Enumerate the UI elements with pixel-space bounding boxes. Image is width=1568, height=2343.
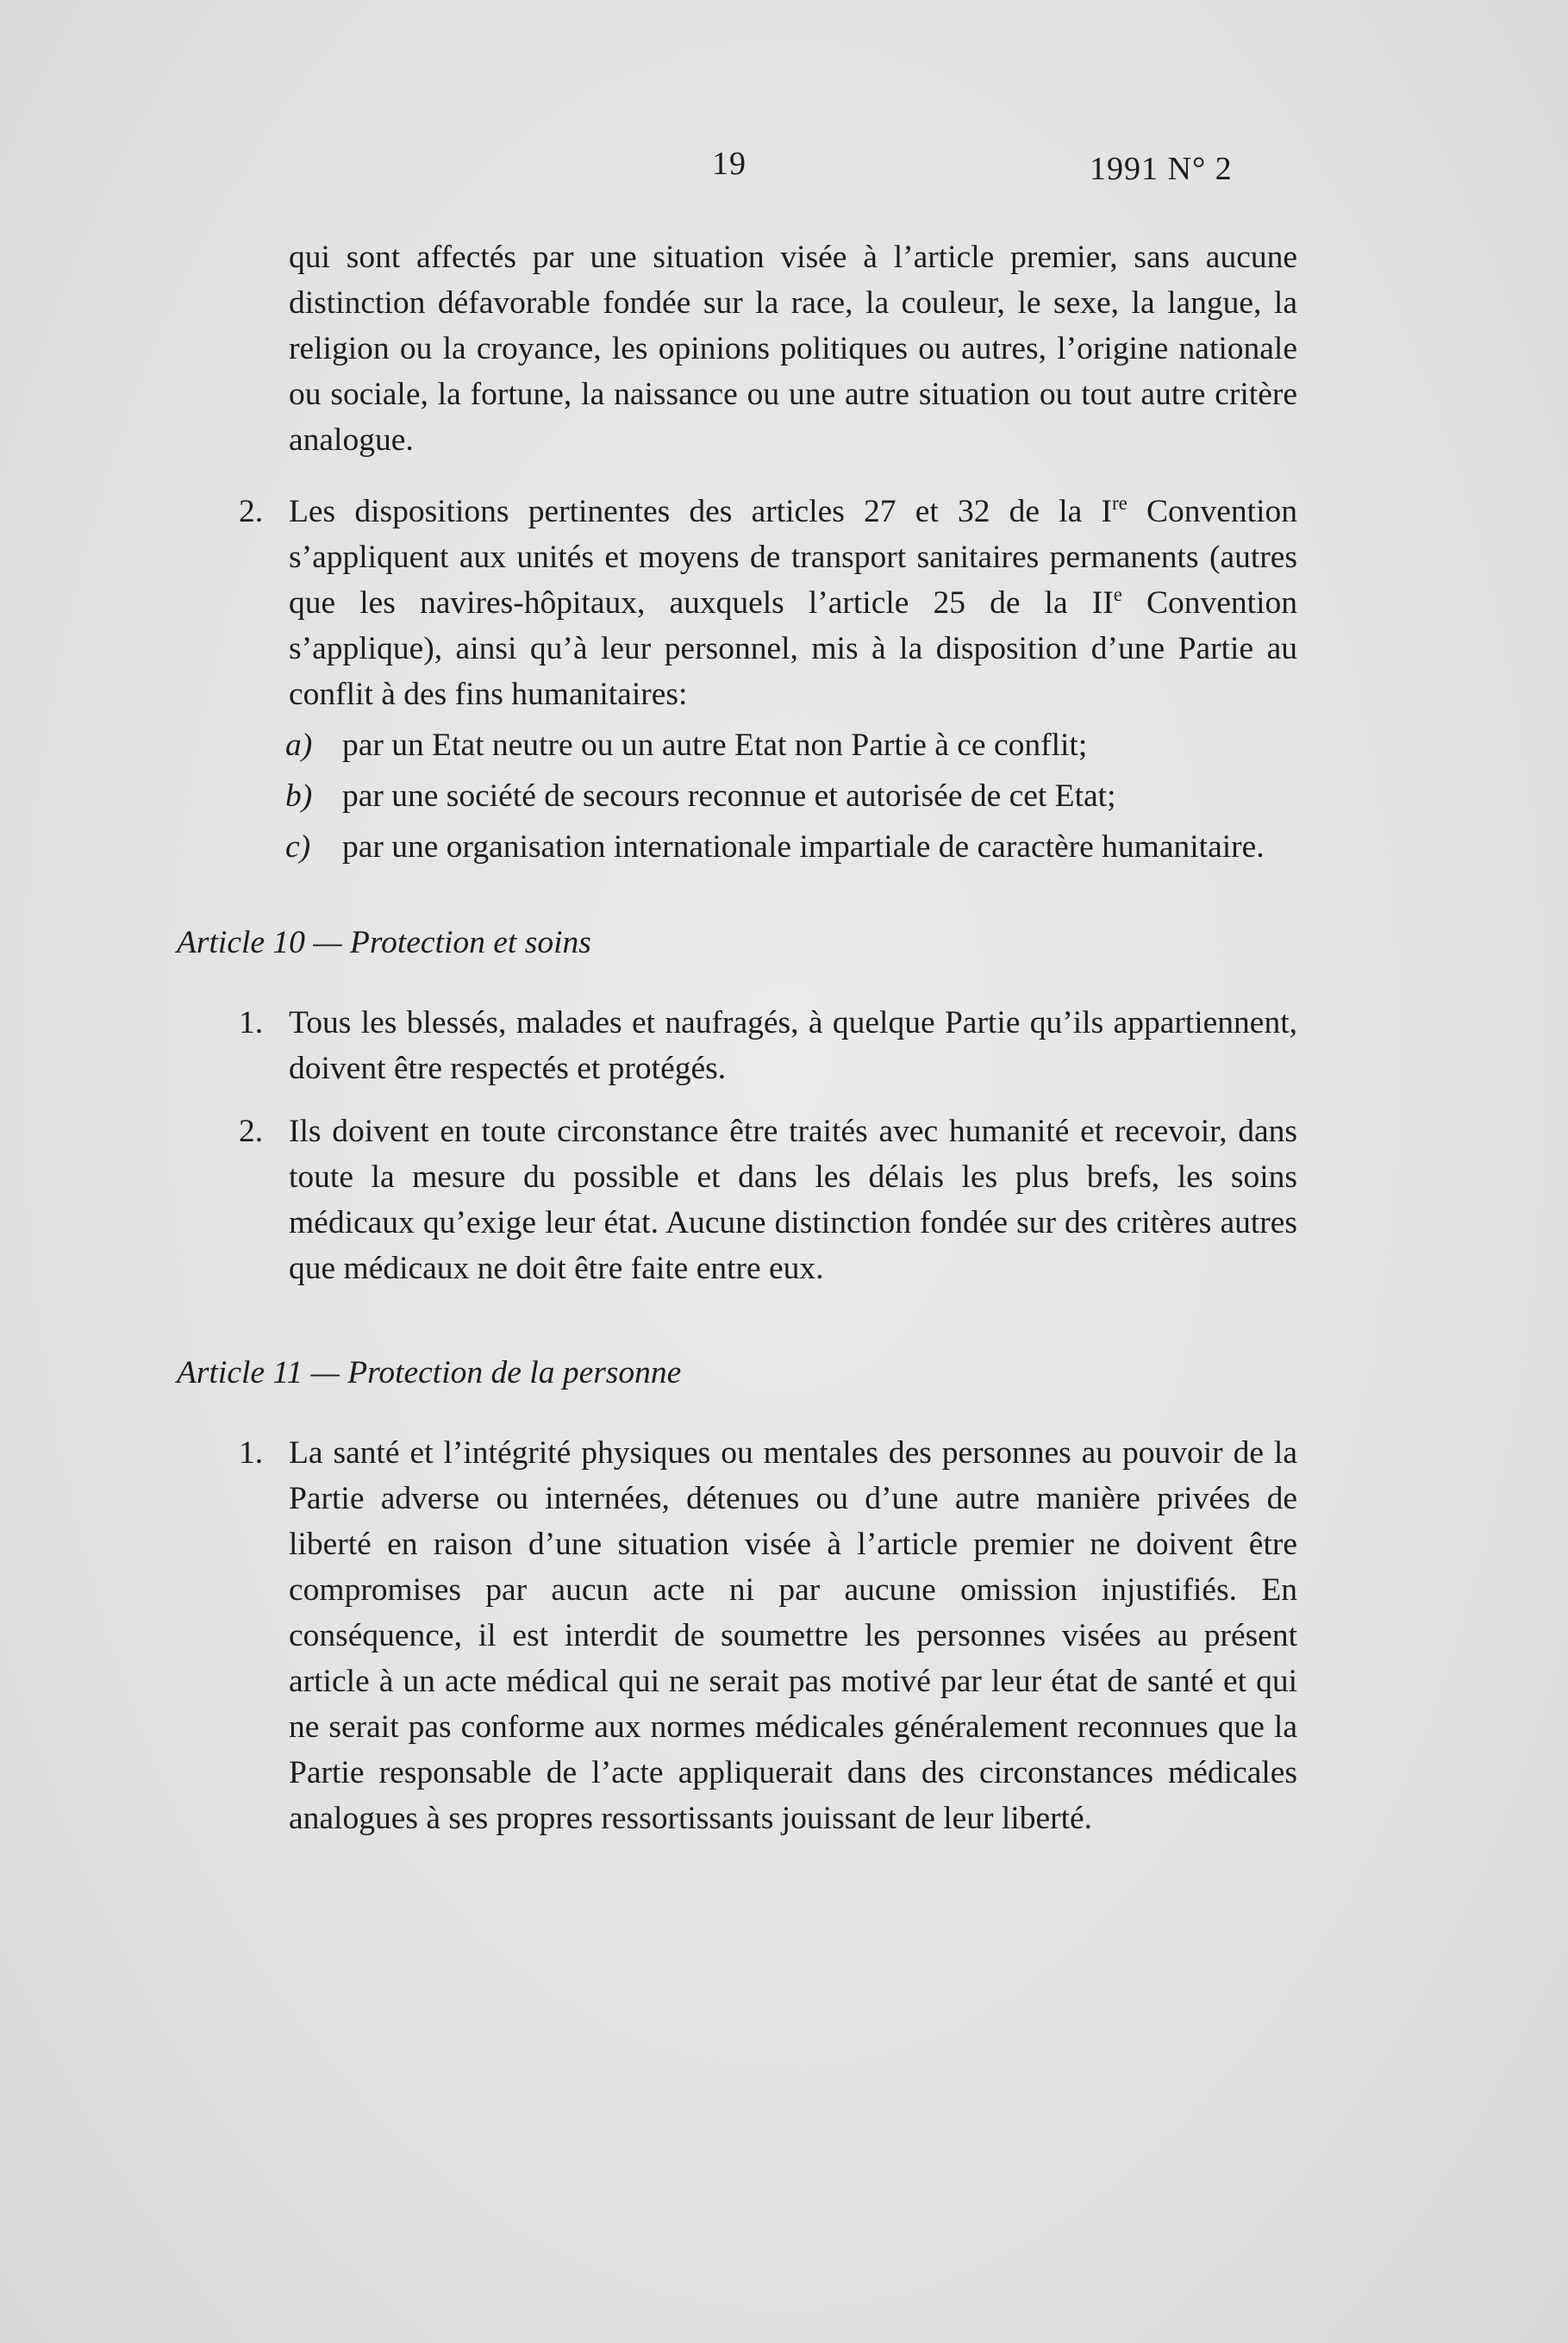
list-label-a: a) [285,728,313,763]
list-text-b: par une société de secours reconnue et autorisée de cet Etat; [342,778,1116,814]
list-item-c [177,824,1297,870]
page-number: 19 [712,146,747,182]
article-10-paragraph-2 [177,1109,1297,1291]
article-10-paragraph-1 [177,1000,1297,1091]
article-11-heading: Article 11 — Protection de la personne [177,1355,682,1390]
issue-label: 1991 N° 2 [1090,151,1233,187]
paragraph-number: 2. [239,1114,264,1149]
paragraph-text: Tous les blessés, malades et naufragés, à quelque Partie qu’ils appartiennent, doivent être respectés et protégés. [289,1005,1297,1086]
paragraph-number: 1. [239,1435,264,1471]
list-text-c: par une organisation internationale impartiale de caractère humanitaire. [342,829,1265,865]
list-text-a: par un Etat neutre ou un autre Etat non Partie à ce conflit; [342,728,1088,763]
superscript-re: re [1111,492,1128,514]
paragraph-number: 2. [239,494,264,529]
paragraph-2-text-a: Les dispositions pertinentes des articles 27 et 32 de la I [289,494,1112,529]
intro-text: qui sont affectés par une situation visée à l’article premier, sans aucune distinction défavorable fondée sur la race, la couleur, le sexe, la langue, la religion ou la croyance, les opinions politiques ou autres, l’origine nationale ou sociale, la fortune, la naissance ou une autre situation ou tout autre critère analogue. [289,240,1297,458]
superscript-e: e [1113,584,1122,605]
paragraph-text: Ils doivent en toute circonstance être traités avec humanité et recevoir, dans toute la mesure du possible et dans les délais les plus brefs, les soins médicaux qu’exige leur état. Aucune distinction fondée sur des critères autres que médicaux ne doit être faite entre eux. [289,1114,1297,1286]
paragraph-2-text-c: Convention s’applique), ainsi qu’à leur personnel, mis à la disposition d’une Partie au conflit à des fins humanitaires: [289,585,1297,712]
page-header [0,145,1568,197]
list-label-c: c) [285,829,311,865]
list-label-b: b) [285,778,313,814]
article-10-heading: Article 10 — Protection et soins [177,925,591,960]
list-item-b [177,773,1297,819]
article-11-paragraph-1 [177,1430,1297,1841]
paragraph-2-text-b: Convention s’appliquent aux unités et moyens de transport sanitaires permanents (autres que les navires-hôpitaux, auxquels l’article 25 de la II [289,494,1298,621]
paragraph-number: 1. [239,1005,264,1040]
list-item-a [177,722,1297,768]
paragraph-text: La santé et l’intégrité physiques ou mentales des personnes au pouvoir de la Partie adverse ou internées, détenues ou d’une autre manière privées de liberté en raison d’une situation visée à l’article premier ne doivent être compromises par aucun acte ni par aucune omission injustifiés. En conséquence, il est interdit de soumettre les personnes visées au présent article à un acte médical qui ne serait pas motivé par leur état de santé et qui ne serait pas conforme aux normes médicales généralement reconnues que la Partie responsable de l’acte appliquerait dans des circonstances médicales analogues à ses propres ressortissants jouissant de leur liberté. [289,1435,1297,1836]
page-body [177,234,1297,1841]
paragraph-2 [177,489,1297,717]
intro-paragraph [177,234,1297,463]
